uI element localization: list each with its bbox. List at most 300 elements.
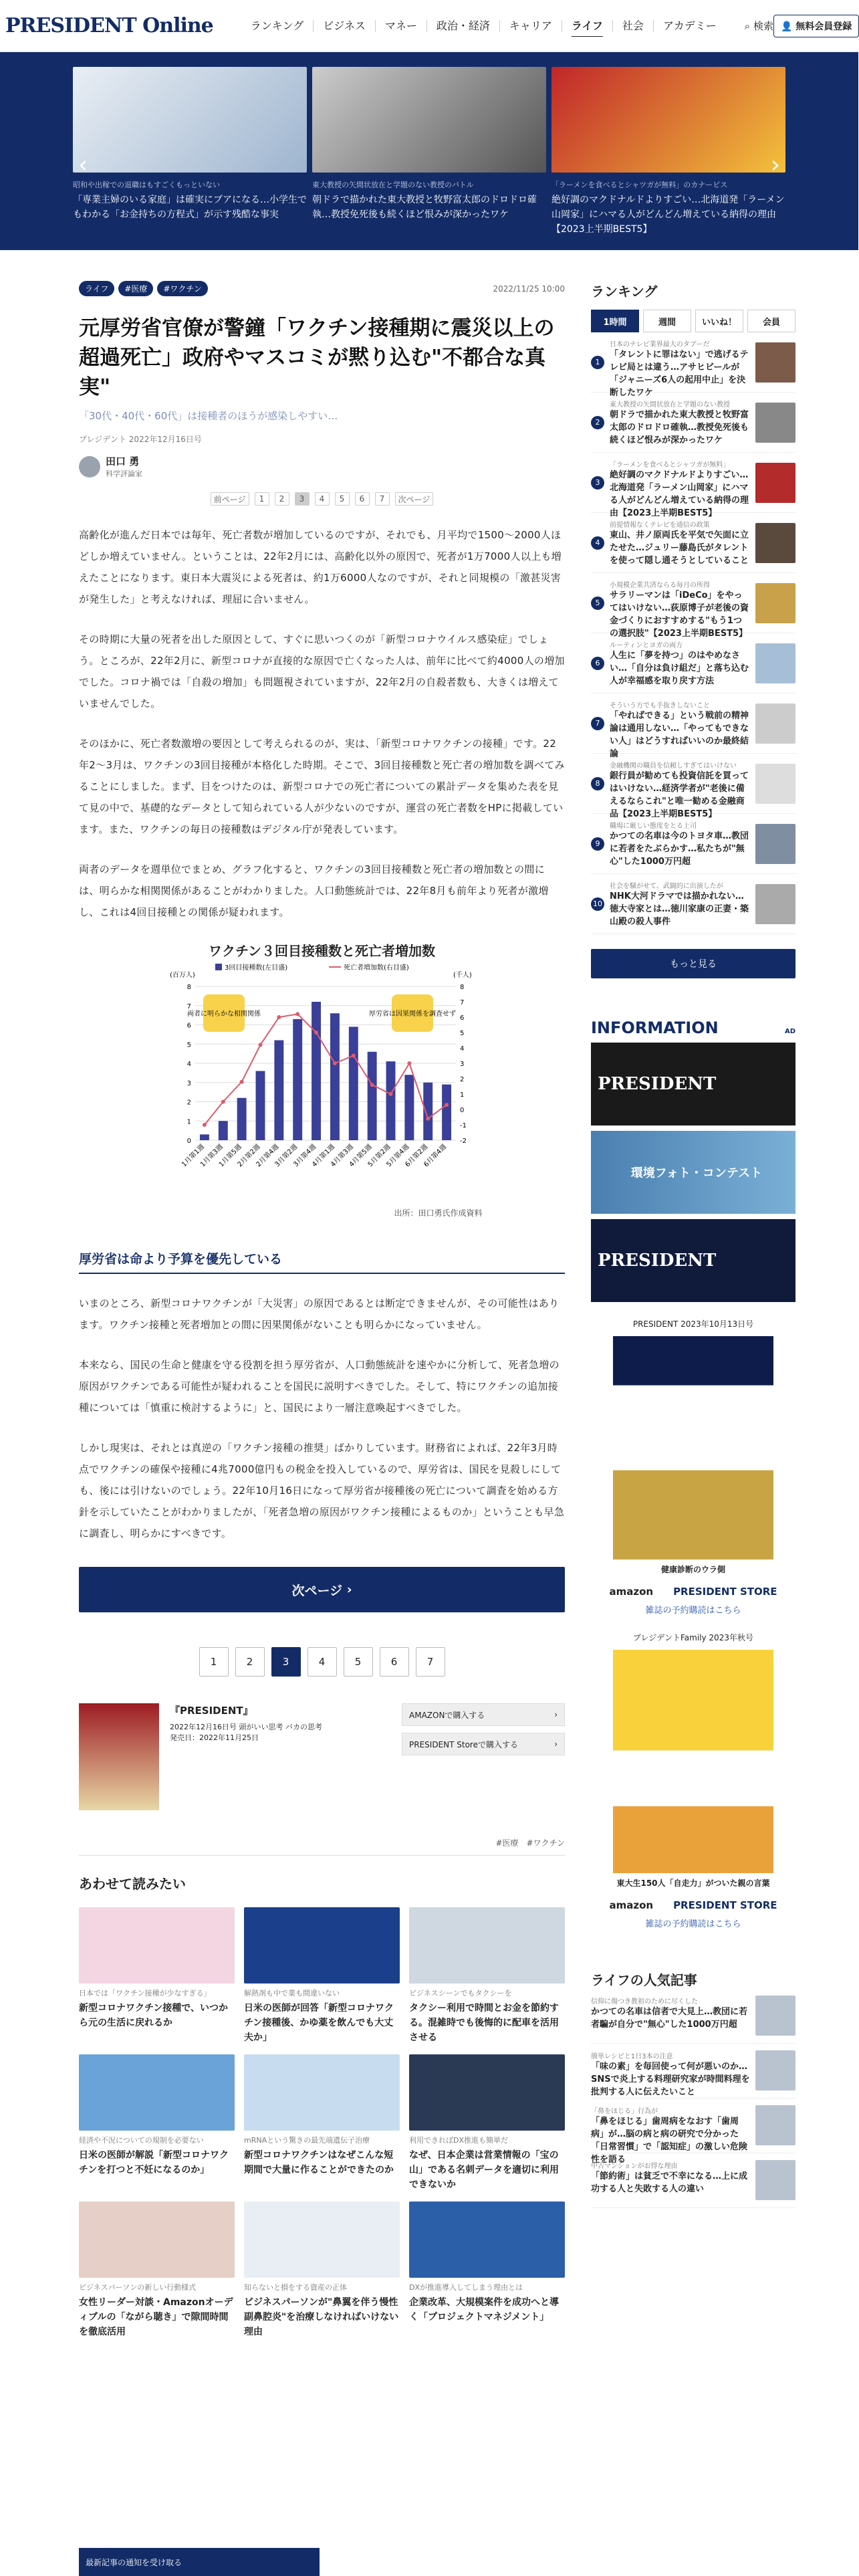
chart-bar xyxy=(293,1019,302,1140)
y-left-tick: 0 xyxy=(187,1138,191,1145)
popular-title: かつての名車は信者で大見上…教団に若者騙が自分で"無心"した1000万円超 xyxy=(591,2007,748,2030)
popular-thumbnail xyxy=(755,2105,795,2145)
tab-hourly[interactable]: 1時間 xyxy=(591,310,639,332)
prev-page-link[interactable]: 前ページ xyxy=(211,492,249,506)
legend-swatch-bar xyxy=(215,964,222,970)
banner-academy[interactable] xyxy=(591,1043,795,1125)
banner-online-academy[interactable] xyxy=(591,1219,795,1302)
ranking-item[interactable] xyxy=(591,393,795,453)
popular-title: 「鼻をほじる」歯周病をなおす「歯周病」が…脳の病と病の研究で分かった「日常習慣」で「認知症」の激しい危険性を語る xyxy=(591,2117,748,2165)
nav-ranking[interactable]: ランキング xyxy=(241,20,314,32)
x-tick: 4月第3週 xyxy=(329,1143,355,1169)
chevron-right-icon: › xyxy=(346,1582,352,1597)
nav-life[interactable]: ライフ xyxy=(562,20,613,32)
ranking-item[interactable] xyxy=(591,513,795,573)
popular-thumbnail xyxy=(755,2050,795,2090)
banner-label: 環境フォト・コンテスト xyxy=(630,1166,763,1180)
user-icon: 👤 xyxy=(780,21,793,32)
magazine-title: 健康診断のウラ側 xyxy=(660,1565,725,1574)
nav-career[interactable]: キャリア xyxy=(500,20,562,32)
related-article-title: なぜ、日本企業は営業情報の「宝の山」である名刺データを適切に利用できないか xyxy=(409,2150,559,2190)
x-tick: 6月第2週 xyxy=(403,1143,429,1169)
page-link[interactable]: 4 xyxy=(315,492,330,506)
tag-medical[interactable]: #医療 xyxy=(118,281,153,296)
subscription-link[interactable]: 雑誌の予約購読はこちら xyxy=(645,1919,741,1929)
rank-number: 8 xyxy=(591,777,604,790)
ranking-item[interactable] xyxy=(591,453,795,518)
hero-title: 「専業主婦のいる家庭」は確実にブアになる…小学生でもわかる「お金持ちの方程式」が示す残酷な事実 xyxy=(73,195,307,220)
related-article-image xyxy=(79,2054,235,2131)
popular-heading: ライフの人気記事 xyxy=(591,1972,697,1988)
x-tick: 1月第5週 xyxy=(217,1143,243,1169)
rank-title: 東山、井ノ原両氏を平気で矢面に立たせた…ジュリー藤島氏がタレントを使って隠し通そうとしていること xyxy=(610,530,749,566)
chevron-right-icon: › xyxy=(554,1710,558,1719)
article-publication: プレジデント 2022年12月16日号 xyxy=(79,435,202,444)
chevron-right-icon[interactable]: › xyxy=(770,150,781,179)
rank-caption: 日本のテレビ業界最大のタブーだ xyxy=(610,340,710,348)
rank-caption: そういう方でも手抜きしないこと xyxy=(610,702,710,710)
article-paragraph: 本来なら、国民の生命と健康を守る役割を担う厚労省が、人口動態統計を速やかに分析して、死者急増の原因がワクチンである可能性が疑われることを国民に説明すべきでした。そして、特にワクチンの追加接種については「慎重に検討するように」と、国民により一層注意喚起すべきでした。 xyxy=(79,1359,560,1414)
information-title: INFORMATION xyxy=(591,1018,719,1037)
chart-bar xyxy=(386,1061,395,1140)
x-tick: 2月第2週 xyxy=(236,1143,262,1169)
avatar xyxy=(79,456,100,477)
rank-thumbnail xyxy=(755,583,795,623)
rank-caption: 社会を騒がせて、武闘的に出演したが xyxy=(610,882,723,890)
page-link[interactable]: 1 xyxy=(199,1647,229,1677)
register-button[interactable] xyxy=(773,15,859,37)
author-block[interactable] xyxy=(79,454,565,479)
rank-title: 「タレントに罪はない」で逃げるテレビ局とは違う…アサヒビールが「ジャニーズ6人の起用中止」を決断したワケ xyxy=(610,349,749,398)
mini-pager xyxy=(79,492,565,506)
related-article-caption: 日本では「ワクチン接種が少なすぎる」 xyxy=(79,1989,211,1998)
chart-point xyxy=(277,1015,281,1019)
rank-title: 朝ドラで描かれた東大教授と牧野富太郎のドロドロ確執…教授免死後も続くほど恨みが深かったワケ xyxy=(610,409,749,445)
chart-point xyxy=(445,1103,449,1107)
more-ranking-label: もっと見る xyxy=(670,959,717,970)
related-article-image xyxy=(244,1907,400,1983)
related-article-card[interactable] xyxy=(79,2054,235,2192)
rank-thumbnail xyxy=(755,342,795,383)
chart-point xyxy=(426,1117,430,1121)
page-link[interactable]: 4 xyxy=(308,1647,337,1677)
related-article-image xyxy=(409,2202,565,2278)
related-article-card[interactable] xyxy=(79,2202,235,2339)
chart-point xyxy=(314,1031,318,1035)
related-article-image xyxy=(409,2054,565,2131)
related-heading: あわせて読みたい xyxy=(79,1876,186,1892)
related-article-title: 新型コロナワクチンはなぜこんな短期間で大量に作ることができたのか xyxy=(244,2150,394,2175)
chart-point xyxy=(221,1100,225,1104)
ranking-item[interactable] xyxy=(591,332,795,398)
y-left-tick: 1 xyxy=(187,1118,191,1126)
rank-caption: 東大教授の矢間状放在と学題のない教授 xyxy=(610,401,730,409)
chart-bar xyxy=(442,1085,451,1140)
next-page-link[interactable]: 次ページ xyxy=(395,492,434,506)
y-right-tick: 0 xyxy=(459,1107,464,1114)
y-left-tick: 8 xyxy=(187,984,191,991)
chart-bar xyxy=(218,1121,227,1140)
y-right-tick: 1 xyxy=(459,1091,464,1099)
rank-thumbnail xyxy=(755,463,795,503)
chart-bar xyxy=(367,1052,376,1140)
y-left-tick: 4 xyxy=(187,1061,191,1068)
y-right-label: (千人) xyxy=(453,972,472,979)
related-article-caption: 知らないと損をする資産の正体 xyxy=(244,2283,347,2292)
page-link[interactable]: 2 xyxy=(235,1647,265,1677)
article-paragraph: そのほかに、死亡者数激増の要因として考えられるのが、実は、「新型コロナワクチンの接種」です。22年2〜3月は、ワクチンの3回目接種が本格化した時期。そこで、3回目接種数と死亡者の増加数を調べてみることにしました。まず、目をつけたのは、新型コロナでの死亡者についての累計データを集めた表を見て見の中で、基礎的なデータとして知られている人が少ないのですが、運営の死亡者数をHPに掲載しています。また、ワクチンの毎日の接種数はデジタル庁が発表しています。 xyxy=(79,738,565,835)
tag-life[interactable]: ライフ xyxy=(79,281,114,296)
related-article-title: 日米の医師が解説「新型コロナワクチンを打つと不妊になるのか」 xyxy=(79,2150,229,2175)
y-right-tick: 3 xyxy=(459,1061,464,1068)
chart-bar xyxy=(423,1083,433,1140)
related-article-card[interactable] xyxy=(79,1907,235,2045)
popular-item[interactable] xyxy=(591,1989,795,2044)
ranking-item[interactable] xyxy=(591,573,795,639)
rank-caption: 金融機関の職員を信頼しすぎてはいけない xyxy=(610,762,737,770)
tab-weekly[interactable]: 週間 xyxy=(643,310,691,332)
x-tick: 5月第2週 xyxy=(366,1143,392,1169)
popular-thumbnail xyxy=(755,2160,795,2200)
rank-number: 6 xyxy=(591,657,604,670)
chart-point xyxy=(202,1123,206,1127)
x-tick: 5月第4週 xyxy=(384,1143,410,1169)
rank-number: 4 xyxy=(591,536,604,550)
page-link-current[interactable]: 3 xyxy=(295,492,310,506)
x-tick: 1月第3週 xyxy=(199,1143,225,1169)
rank-caption: 前提情報なくテレビを通信の政策 xyxy=(610,521,710,529)
banner-label: PRESIDENT xyxy=(598,1074,717,1094)
nav-politics[interactable]: 政治・経済 xyxy=(427,20,500,32)
chart-point xyxy=(239,1080,243,1084)
hero-title: 絶好調のマクドナルドよりすごい…北海道発「ラーメン山岡家」にハマる人がどんどん増えている納得の理由【2023上半期BEST5】 xyxy=(551,195,785,235)
chart-bar xyxy=(274,1041,283,1141)
magazine-caption: PRESIDENT 2023年10月13日号 xyxy=(632,1319,754,1329)
y-left-tick: 6 xyxy=(187,1022,191,1030)
x-tick: 1月第1週 xyxy=(180,1143,206,1169)
popular-thumbnail xyxy=(755,1996,795,2036)
related-article-title: 企業改革、大規模案件を成功へと導く「プロジェクトマネジメント」 xyxy=(409,2297,559,2323)
ranking-item[interactable] xyxy=(591,633,795,693)
annotation-left: 両者に明らかな相関関係 xyxy=(187,1010,261,1018)
related-article-title: 女性リーダー対談・Amazonオーディブルの「ながら聴き」で隙間時間を徹底活用 xyxy=(79,2297,233,2337)
ad-label: AD xyxy=(784,1028,795,1035)
search-label: 検索 xyxy=(753,20,773,32)
y-right-tick: 5 xyxy=(459,1030,464,1037)
rank-caption: 「ラーメンを食べるとシャツガが無料」 xyxy=(610,461,730,469)
page-link-current[interactable]: 3 xyxy=(271,1647,301,1677)
chart-point xyxy=(351,1054,355,1058)
article-paragraph: しかし現実は、それとは真逆の「ワクチン接種の推奨」ばかりしています。財務省によれば、22年3月時点でワクチンの確保や接種に4兆7000億円もの税金を投入しているので、厚労省は、国民を見殺しにしても、後には引けないのでしょう。22年10月16日になって厚労省が接種後の死亡について調査を始める方針を示していたことがわかりましたが、「死者急増の原因がワクチン接種によるものか」ということも早急に調査し、明らかにすべきです。 xyxy=(79,1442,565,1539)
buy-amazon-button[interactable] xyxy=(402,1703,565,1726)
hero-card[interactable] xyxy=(73,67,307,250)
chart-bar xyxy=(348,1027,358,1140)
y-left-tick: 5 xyxy=(187,1041,191,1049)
y-left-tick: 7 xyxy=(187,1002,191,1010)
page-link[interactable]: 1 xyxy=(255,492,269,506)
rank-title: かつての名車は今のトヨタ車…教団に若者をたぶらかす…私たちが"無心"した1000万円超 xyxy=(610,831,749,867)
author-role: 科学評論家 xyxy=(106,469,142,478)
rank-thumbnail xyxy=(755,643,795,683)
related-article-image xyxy=(79,2202,235,2278)
ranking-tabs xyxy=(591,310,795,332)
notification-label: 最新記事の通知を受け取る xyxy=(86,2557,182,2567)
subscription-link[interactable]: 雑誌の予約購読はこちら xyxy=(645,1606,741,1616)
related-article-card[interactable] xyxy=(409,1907,565,2045)
section-heading: 厚労省は命より予算を優先している xyxy=(79,1249,565,1274)
chart-title: ワクチン３回目接種数と死亡者増加数 xyxy=(209,943,435,959)
y-left-label: (百万人) xyxy=(169,972,195,979)
notification-bar[interactable] xyxy=(79,2548,320,2576)
related-article-image xyxy=(244,2202,400,2278)
hero-card[interactable] xyxy=(312,67,546,250)
buy-store-button[interactable] xyxy=(402,1733,565,1755)
page-link[interactable]: 2 xyxy=(275,492,289,506)
hero-caption: 東大教授の矢間状放在と学題のない教授のバトル xyxy=(312,181,474,189)
y-left-tick: 3 xyxy=(187,1079,191,1087)
page-link[interactable]: 7 xyxy=(375,492,390,506)
president-store-link[interactable]: PRESIDENT STORE xyxy=(673,1899,777,1911)
rank-thumbnail xyxy=(755,824,795,864)
chart-point xyxy=(388,1092,392,1096)
ranking-panel xyxy=(591,281,795,978)
y-right-tick: 6 xyxy=(459,1014,464,1022)
next-page-label: 次ページ xyxy=(291,1583,343,1598)
hero-caption: 「ラーメンを食べるとシャツガが無料」のカナービス xyxy=(551,181,728,189)
hero-image xyxy=(551,67,785,173)
rank-thumbnail xyxy=(755,764,795,804)
nav-business[interactable]: ビジネス xyxy=(314,20,376,32)
rank-number: 7 xyxy=(591,717,604,730)
popular-caption: 中古マンションがお得な理由 xyxy=(591,2163,678,2170)
y-right-tick: 8 xyxy=(459,984,464,991)
search-button[interactable] xyxy=(745,19,773,33)
article-date: 2022/11/25 10:00 xyxy=(493,284,565,294)
related-article-title: タクシー利用で時間とお金を節約する。混雑時でも後悔的に配車を活用させる xyxy=(409,2003,559,2043)
president-store-link[interactable]: PRESIDENT STORE xyxy=(673,1586,777,1598)
related-article-image xyxy=(409,1907,565,1983)
rank-number: 2 xyxy=(591,416,604,429)
magazine-issue: 2022年12月16日号 頭がいい思考 バカの思考 xyxy=(170,1723,322,1731)
related-article-caption: ビジネスパーソンの新しい行動様式 xyxy=(79,2283,197,2292)
magazine-title: 東大生150人「自走力」がついた親の言葉 xyxy=(616,1879,770,1888)
ranking-item[interactable] xyxy=(591,754,795,819)
magazine-title: 『PRESIDENT』 xyxy=(170,1705,253,1717)
nav-money[interactable]: マネー xyxy=(376,20,427,32)
x-tick: 4月第5週 xyxy=(348,1143,374,1169)
rank-thumbnail xyxy=(755,884,795,924)
popular-caption: 「鼻をほじる」行為が xyxy=(591,2108,658,2115)
chart-bar xyxy=(199,1134,209,1140)
family-magazine-ad xyxy=(591,1632,795,1929)
ranking-heading: ランキング xyxy=(591,284,658,300)
rank-thumbnail xyxy=(755,704,795,744)
article-paragraph: 両者のデータを週単位でまとめ、グラフ化すると、ワクチンの3回目接種数と死亡者の増加数との間には、明らかな相関関係があることがわかりました。人口動態統計では、22年8月も前年より死者が激増し、これは4回目接種との関係が疑われます。 xyxy=(79,863,549,918)
chevron-left-icon[interactable]: ‹ xyxy=(78,150,88,179)
related-article-title: 新型コロナワクチン接種で、いつから元の生活に戻れるか xyxy=(79,2003,229,2028)
rank-number: 5 xyxy=(591,597,604,610)
article-paragraph: 高齢化が進んだ日本では毎年、死亡者数が増加しているのですが、それでも、月平均で1500〜2000人ほどしか増えていません。ということは、22年2月には、高齢化以外の原因で、死者が1万7000人以上も増えたことになります。東日本大震災による死者は、約1万6000人なのですが、それと同規模の「激甚災害が発生した」と考えなければ、理屈に合いません。 xyxy=(79,529,562,605)
magazine-promo xyxy=(79,1703,565,1810)
related-article-card[interactable] xyxy=(244,2054,400,2192)
rank-caption: 職場に厳しい態度をとる上司 xyxy=(610,822,697,830)
article-subtitle: 「30代・40代・60代」は接種者のほうが感染しやすい… xyxy=(79,410,338,422)
rank-title: 人生に「夢を持つ」のはやめなさい…「自分は負け組だ」と落ち込む人が幸福感を取り戻す方法 xyxy=(610,650,749,686)
hero-image xyxy=(312,67,546,173)
tab-likes[interactable]: いいね！ xyxy=(695,310,743,332)
tab-members[interactable]: 会員 xyxy=(747,310,795,332)
chart-point xyxy=(258,1043,262,1047)
popular-title: 「節約術」は貧乏で不幸になる…上に成功する人と失敗する人の違い xyxy=(591,2171,748,2194)
rank-number: 10 xyxy=(591,897,604,911)
popular-life-articles xyxy=(591,1969,795,2208)
related-article-caption: DXが推進導入してしまう理由とは xyxy=(409,2283,523,2292)
hero-caption: 昭和や出稼での退職はもすごくもっといない xyxy=(73,181,220,189)
rank-title: 「やればできる」という戦前の精神論は通用しない…「やってもできない人」はどうすればいいのか最終結論 xyxy=(610,710,749,759)
popular-title: 「味の素」を毎回使って何が悪いのか…SNSで炎上する料理研究家が時間料理を批判する人に伝えたいこと xyxy=(591,2062,750,2097)
related-article-caption: 解熱剤も中で薬も間違いない xyxy=(244,1989,340,1998)
tag-vaccine[interactable]: #ワクチン xyxy=(157,281,207,296)
chart-bar xyxy=(312,1002,321,1140)
chart-source: 出所：田口勇氏作成資料 xyxy=(394,1208,483,1218)
rank-thumbnail xyxy=(755,523,795,563)
rank-number: 9 xyxy=(591,837,604,851)
legend-bar: 3回目接種数(左目盛) xyxy=(224,964,287,972)
article-main xyxy=(79,281,565,2339)
buy-store-label: PRESIDENT Storeで購入する xyxy=(409,1739,518,1749)
related-article-card[interactable] xyxy=(244,2202,400,2339)
site-logo[interactable]: PRESIDENT Online xyxy=(5,14,213,37)
y-right-tick: 2 xyxy=(459,1076,464,1083)
popular-caption: 簡単レシピと1日3本の注意 xyxy=(591,2053,673,2060)
article-paragraph: その時期に大量の死者を出した原因として、すぐに思いつくのが「新型コロナウイルス感染症」でしょう。ところが、22年2月に、新型コロナが直接的な原因で亡くなった人は、前年に比べて約4000人の増加でした。コロナ禍では「自殺の増加」も問題視されていますが、22年2月の自殺者数も、大きくは増えていませんでした。 xyxy=(79,633,565,710)
magazine-cover[interactable] xyxy=(613,1650,773,1873)
register-label: 無料会員登録 xyxy=(795,21,852,32)
next-page-button[interactable] xyxy=(79,1567,565,1612)
page-link[interactable]: 6 xyxy=(380,1647,409,1677)
chart-point xyxy=(407,1061,411,1065)
amazon-store-link[interactable]: amazon xyxy=(609,1899,654,1911)
chart-canvas xyxy=(162,960,483,1200)
y-right-tick: -1 xyxy=(459,1122,467,1130)
magazine-ad xyxy=(591,1318,795,1616)
legend-line: 死亡者増加数(右目盛) xyxy=(343,964,409,972)
ranking-item[interactable] xyxy=(591,693,795,759)
related-article-title: ビジネスパーソンが"鼻翼を伴う慢性副鼻腔炎"を治療しなければいけない理由 xyxy=(244,2297,399,2337)
page-link[interactable]: 5 xyxy=(344,1647,373,1677)
banner-photo-contest[interactable] xyxy=(591,1131,795,1214)
related-article-caption: 経済や不況についての規制を必要ない xyxy=(79,2136,204,2145)
author-name: 田口 勇 xyxy=(106,455,140,467)
hero-card[interactable] xyxy=(551,67,785,250)
magazine-cover[interactable] xyxy=(613,1336,773,1560)
amazon-store-link[interactable]: amazon xyxy=(609,1586,654,1598)
x-tick: 2月第4週 xyxy=(254,1143,280,1169)
magazine-caption: プレジデントFamily 2023年秋号 xyxy=(633,1633,753,1642)
chart-point xyxy=(370,1083,374,1087)
hero-carousel xyxy=(0,52,858,250)
magazine-cover[interactable] xyxy=(79,1703,159,1810)
related-article-title: 日米の医師が回答「新型コロナワクチン接種後、かゆ薬を飲んでも大丈夫か」 xyxy=(244,2003,394,2043)
related-article-image xyxy=(79,1907,235,1983)
annotation-right: 厚労省は因果関係を調査せず xyxy=(368,1010,456,1018)
chevron-right-icon: › xyxy=(554,1739,558,1749)
related-article-caption: 利用できればDX推進も簡単だ xyxy=(409,2136,509,2145)
vaccine-death-chart xyxy=(162,940,483,1218)
search-icon: ⌕ xyxy=(744,20,751,32)
hero-title: 朝ドラで描かれた東大教授と牧野富太郎のドロドロ確執…教授免死後も続くほど恨みが深かったワケ xyxy=(312,195,537,220)
related-articles xyxy=(79,1873,565,2339)
article-title: 元厚労省官僚が警鐘「ワクチン接種期に震災以上の超過死亡」政府やマスコミが黙り込む"不都合な真実" xyxy=(79,316,555,399)
related-article-card[interactable] xyxy=(409,2202,565,2339)
rank-title: 銀行員が勧めても投資信託を買ってはいけない…経済学者が"老後に備えるならこれ"と唯一勧める金融商品【2023上半期BEST5】 xyxy=(610,770,749,819)
page-link[interactable]: 5 xyxy=(335,492,350,506)
related-article-card[interactable] xyxy=(409,2054,565,2192)
x-tick: 4月第1週 xyxy=(310,1143,336,1169)
x-tick: 6月第4週 xyxy=(422,1143,448,1169)
hashtag-list[interactable]: #医療 #ワクチン xyxy=(79,1837,565,1856)
rank-caption: 小規模企業共済ならる毎月の所得 xyxy=(610,581,710,589)
related-article-image xyxy=(244,2054,400,2131)
rank-title: 絶好調のマクドナルドよりすごい…北海道発「ラーメン山岡家」にハマる人がどんどん増えている納得の理由【2023上半期BEST5】 xyxy=(610,469,749,518)
y-left-tick: 2 xyxy=(187,1099,191,1107)
y-right-tick: -2 xyxy=(459,1138,467,1145)
chart-bar xyxy=(330,1013,339,1140)
site-header xyxy=(0,0,858,52)
rank-number: 1 xyxy=(591,356,604,369)
page-link[interactable]: 6 xyxy=(355,492,370,506)
pager xyxy=(79,1647,565,1677)
related-article-caption: mRNAという驚きの最先端遺伝子治療 xyxy=(244,2136,370,2145)
article-tags xyxy=(79,281,565,296)
sidebar xyxy=(591,281,795,2208)
information-heading xyxy=(591,1018,795,1037)
main-nav xyxy=(241,20,726,32)
related-article-card[interactable] xyxy=(244,1907,400,2045)
ranking-item[interactable] xyxy=(591,874,795,934)
page-link[interactable]: 7 xyxy=(416,1647,445,1677)
hero-image xyxy=(73,67,307,173)
more-ranking-button[interactable] xyxy=(591,949,795,978)
rank-title: サラリーマンは「iDeCo」をやってはいけない…荻原博子が老後の資金づくりにおすすめする"もう1つの選択肢"【2023上半期BEST5】 xyxy=(610,590,749,639)
buy-amazon-label: AMAZONで購入する xyxy=(409,1710,485,1720)
chart-point xyxy=(295,1012,299,1016)
y-right-tick: 4 xyxy=(459,1045,464,1053)
article-paragraph: いまのところ、新型コロナワクチンが「大災害」の原因であるとは断定できませんが、その可能性はあります。ワクチン接種と死者増加との間に因果関係がないことも明らかになっていません。 xyxy=(79,1297,560,1331)
chart-bar xyxy=(404,1075,414,1140)
y-right-tick: 7 xyxy=(459,999,464,1006)
banner-label: PRESIDENT xyxy=(598,1251,717,1271)
rank-number: 3 xyxy=(591,476,604,490)
chart-bar xyxy=(237,1098,246,1140)
popular-item[interactable] xyxy=(591,2044,795,2099)
rank-title: NHK大河ドラマでは描かれない…徳大寺家とは…徳川家康の正妻・築山殿の殺人事件 xyxy=(610,891,749,927)
related-article-caption: ビジネスシーンでもタクシーを xyxy=(409,1989,512,1998)
rank-caption: ルーティンとヨガの両方 xyxy=(610,641,683,649)
x-tick: 3月第2週 xyxy=(273,1143,299,1169)
x-tick: 3月第4週 xyxy=(291,1143,318,1169)
chart-bar xyxy=(255,1071,265,1141)
popular-caption: 信仰に傷つき教祖のために尽くした xyxy=(591,1998,698,2006)
rank-thumbnail xyxy=(755,403,795,443)
popular-item[interactable] xyxy=(591,2099,795,2165)
nav-society[interactable]: 社会 xyxy=(613,20,654,32)
chart-point xyxy=(332,1061,336,1065)
popular-item[interactable] xyxy=(591,2153,795,2208)
ranking-item[interactable] xyxy=(591,814,795,874)
nav-academy[interactable]: アカデミー xyxy=(662,19,717,32)
magazine-release: 発売日：2022年11月25日 xyxy=(170,1733,259,1742)
